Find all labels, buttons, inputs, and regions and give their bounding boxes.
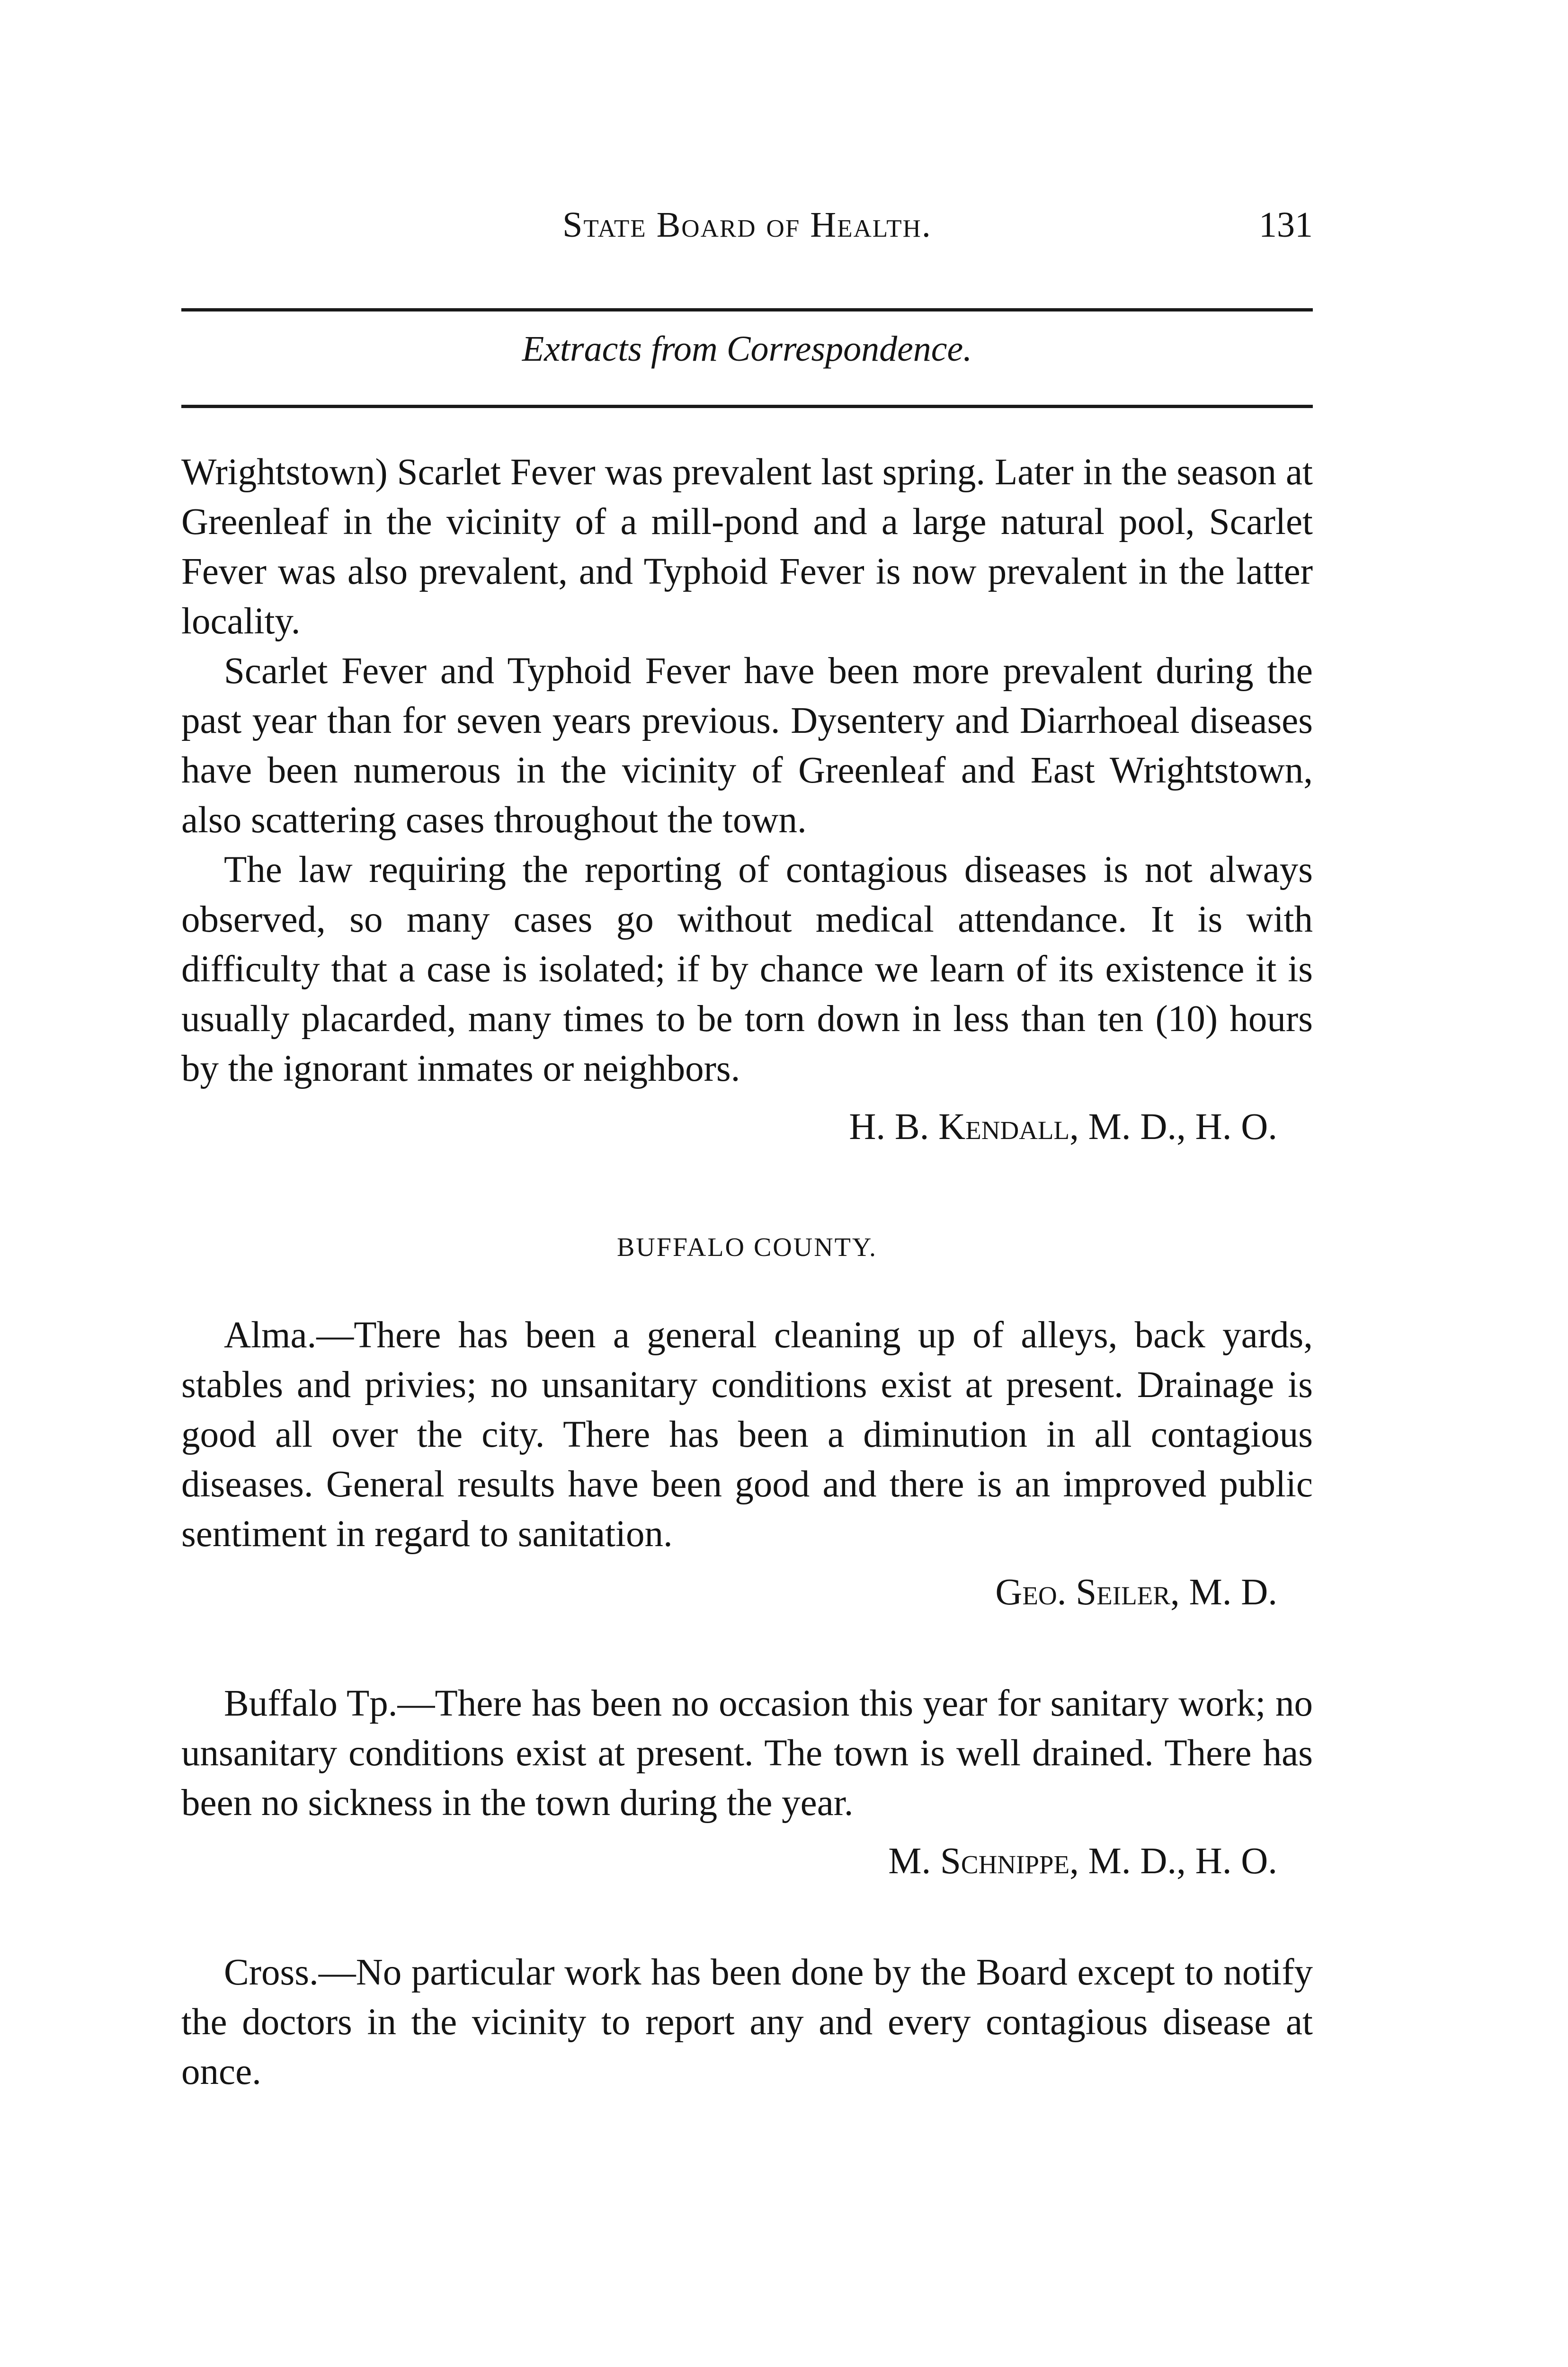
signature-schnippe: M. Schnippe, M. D., H. O. (888, 1841, 1277, 1882)
entry-cross (181, 1948, 1313, 2097)
paragraph-continuation: Wrightstown) Scarlet Fever was prevalent last spring. Later in the season at Greenleaf in the vicinity of a mill-pond and a large natural pool, Scarlet Fever was also prevalent, and Typhoid Fever is now prevalent in the latter locality. (181, 452, 1313, 642)
page-body (181, 447, 1313, 2097)
page-number: 131 (1259, 205, 1313, 245)
signature-seiler: Geo. Seiler, M. D. (995, 1572, 1277, 1613)
entry-buffalo-tp (181, 1679, 1313, 1886)
page-header (181, 205, 1313, 257)
signature-kendall: H. B. Kendall, M. D., H. O. (849, 1106, 1277, 1148)
paragraph-reporting-law: The law requiring the reporting of contagious diseases is not always observed, so many cases go without medical attendance. It is with difficulty that a case is isolated; if by chance we learn of its existence it is usually placarded, many times to be torn down in less than ten (10) hours by the ignorant inmates or neighbors. (181, 849, 1313, 1089)
running-title: State Board of Health. (562, 205, 932, 245)
county-heading: BUFFALO COUNTY. (616, 1233, 878, 1262)
entry-buffalo-tp-text: Buffalo Tp.—There has been no occasion this year for sanitary work; no unsanitary conditions exist at present. The town is well drained. There has been no sickness in the town during the year. (181, 1683, 1313, 1824)
entry-cross-text: Cross.—No particular work has been done by the Board except to notify the doctors in the vicinity to report any and every contagious disease at once. (181, 1952, 1313, 2092)
top-rule (181, 308, 1313, 311)
entry-alma (181, 1310, 1313, 1617)
paragraph-prevalence: Scarlet Fever and Typhoid Fever have been more prevalent during the past year than for seven years previous. Dysentery and Diarrhoeal diseases have been numerous in the vicinity of Greenleaf and East Wrightstown, also scattering cases throughout the town. (181, 650, 1313, 841)
bottom-rule (181, 405, 1313, 408)
section-heading: Extracts from Correspondence. (522, 329, 972, 369)
entry-alma-text: Alma.—There has been a general cleaning up of alleys, back yards, stables and privies; no unsanitary conditions exist at present. Drainage is good all over the city. There has been a diminution in all contagious diseases. General results have been good and there is an improved public sentiment in regard to sanitation. (181, 1315, 1313, 1555)
